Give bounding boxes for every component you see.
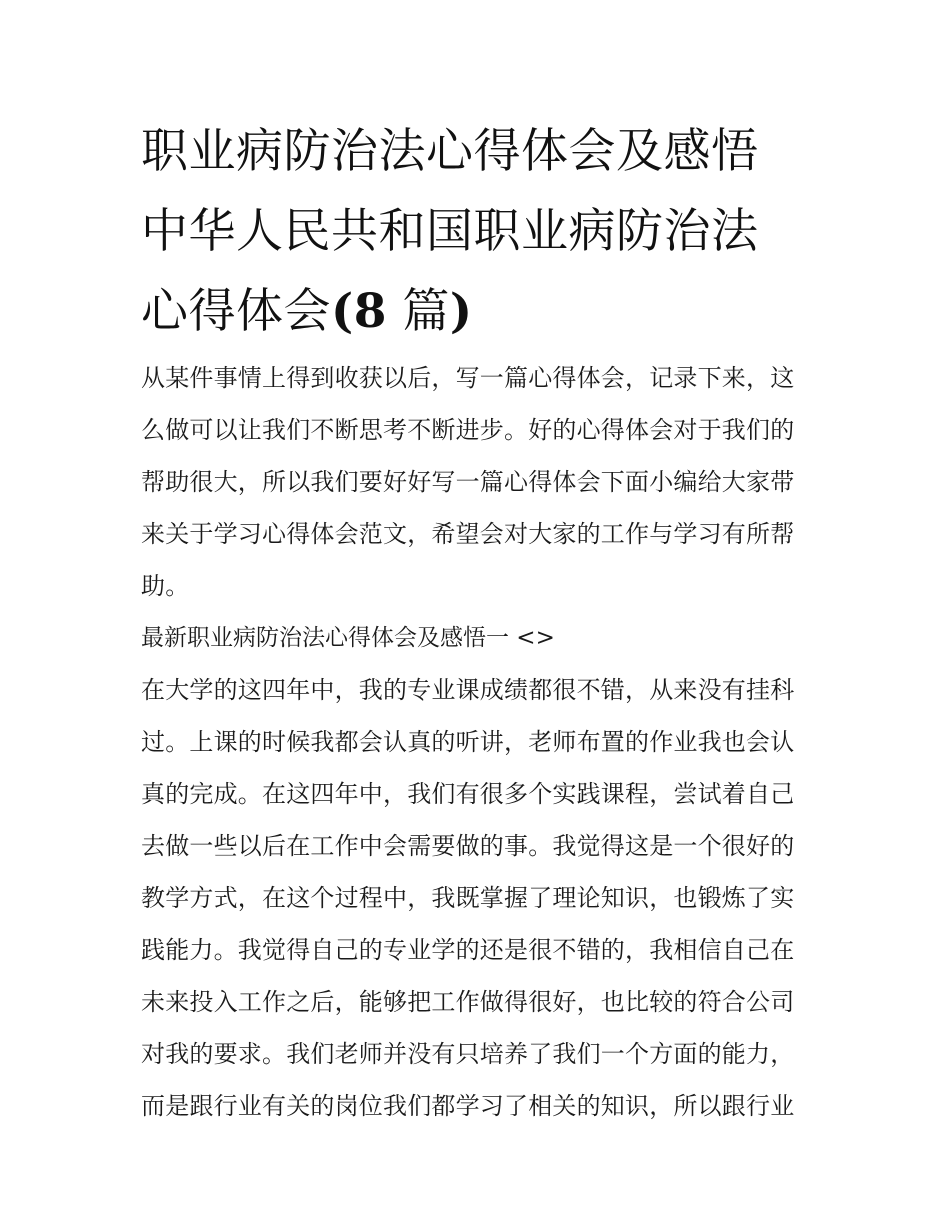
title-count-close: )	[449, 284, 473, 339]
text-line: 从某件事情上得到收获以后，写一篇心得体会，记录下来，这	[141, 364, 795, 392]
text-line: 过。上课的时候我都会认真的听讲，老师布置的作业我也会认	[141, 728, 795, 756]
text-line: 教学方式，在这个过程中，我既掌握了理论知识，也锻炼了实	[141, 884, 795, 912]
section-paragraph	[141, 664, 821, 1132]
text-line: 去做一些以后在工作中会需要做的事。我觉得这是一个很好的	[141, 832, 795, 860]
section-heading: 最新职业病防治法心得体会及感悟一 <>	[141, 625, 555, 651]
title-line-with-count	[141, 272, 821, 352]
text-line: 助。	[141, 572, 190, 600]
title-count-unit: 篇	[386, 284, 450, 339]
title-count-open: (	[331, 284, 354, 339]
title-count-number: 8	[353, 284, 387, 339]
text-line: 践能力。我觉得自己的专业学的还是很不错的，我相信自己在	[141, 936, 795, 964]
intro-paragraph	[141, 352, 821, 612]
text-line: 真的完成。在这四年中，我们有很多个实践课程，尝试着自己	[141, 780, 795, 808]
title-line: 中华人民共和国职业病防治法	[141, 204, 759, 259]
text-line: 对我的要求。我们老师并没有只培养了我们一个方面的能力，	[141, 1040, 795, 1068]
text-line: 么做可以让我们不断思考不断进步。好的心得体会对于我们的	[141, 416, 795, 444]
document-title	[141, 112, 821, 352]
text-line: 在大学的这四年中，我的专业课成绩都很不错，从来没有挂科	[141, 676, 795, 704]
text-line: 来关于学习心得体会范文，希望会对大家的工作与学习有所帮	[141, 520, 795, 548]
title-line: 职业病防治法心得体会及感悟	[141, 124, 759, 179]
document-body	[141, 352, 821, 1132]
text-line: 而是跟行业有关的岗位我们都学习了相关的知识，所以跟行业	[141, 1092, 795, 1120]
title-line: 心得体会	[141, 284, 331, 339]
text-line: 帮助很大，所以我们要好好写一篇心得体会下面小编给大家带	[141, 468, 795, 496]
text-line: 未来投入工作之后，能够把工作做得很好，也比较的符合公司	[141, 988, 795, 1016]
